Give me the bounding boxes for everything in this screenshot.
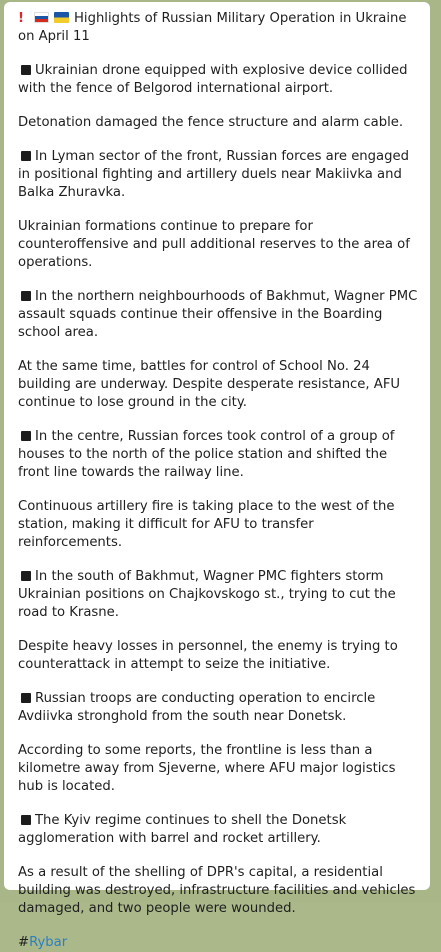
black-square-bullet-icon xyxy=(21,815,31,825)
russia-flag-icon xyxy=(34,12,49,23)
message-title xyxy=(18,10,420,46)
paragraph-text: In Lyman sector of the front, Russian forces are engaged in positional fighting and artillery duels near Makiivka and Balka Zhuravka. xyxy=(18,149,409,200)
message-paragraph xyxy=(18,498,420,552)
paragraph-text: At the same time, battles for control of School No. 24 building are underway. Despite desperate resistance, AFU continue to lose ground in the city. xyxy=(18,359,401,410)
message-paragraph xyxy=(18,690,420,726)
message-paragraph xyxy=(18,742,420,796)
message-paragraph xyxy=(18,218,420,272)
ukraine-flag-icon xyxy=(54,12,69,23)
message-paragraph xyxy=(18,148,420,202)
hashtag-text: Rybar xyxy=(29,935,68,950)
paragraph-text: Despite heavy losses in personnel, the enemy is trying to counterattack in attempt to seize the initiative. xyxy=(18,639,398,672)
black-square-bullet-icon xyxy=(21,571,31,581)
paragraph-text: According to some reports, the frontline is less than a kilometre away from Sjeverne, where AFU major logistics hub is located. xyxy=(18,743,396,794)
hashtag xyxy=(18,934,420,952)
message-bubble xyxy=(4,2,430,950)
paragraph-text: As a result of the shelling of DPR's capital, a residential building was destroyed, infrastructure facilities and vehicles damaged, and two people were wounded. xyxy=(18,865,416,916)
exclamation-icon: ! xyxy=(18,11,25,26)
black-square-bullet-icon xyxy=(21,693,31,703)
paragraph-text: In the centre, Russian forces took control of a group of houses to the north of the police station and shifted the front line towards the railway line. xyxy=(18,429,395,480)
message-paragraph xyxy=(18,358,420,412)
paragraph-text: In the south of Bakhmut, Wagner PMC fighters storm Ukrainian positions on Chajkovskogo st., trying to cut the road to Krasne. xyxy=(18,569,396,620)
title-text: Highlights of Russian Military Operation in Ukraine on April 11 xyxy=(18,11,407,44)
message-paragraph xyxy=(18,288,420,342)
message-paragraph xyxy=(18,428,420,482)
black-square-bullet-icon xyxy=(21,291,31,301)
message-body xyxy=(18,62,420,918)
paragraph-text: Continuous artillery fire is taking place to the west of the station, making it difficult for AFU to transfer reinforcements. xyxy=(18,499,395,550)
black-square-bullet-icon xyxy=(21,151,31,161)
message-paragraph xyxy=(18,812,420,848)
black-square-bullet-icon xyxy=(21,65,31,75)
black-square-bullet-icon xyxy=(21,431,31,441)
message-paragraph xyxy=(18,638,420,674)
paragraph-text: In the northern neighbourhoods of Bakhmut, Wagner PMC assault squads continue their offensive in the Boarding school area. xyxy=(18,289,418,340)
paragraph-text: Russian troops are conducting operation to encircle Avdiivka stronghold from the south near Donetsk. xyxy=(18,691,376,724)
paragraph-text: Ukrainian drone equipped with explosive device collided with the fence of Belgorod international airport. xyxy=(18,63,408,96)
hashtag-symbol: # xyxy=(18,935,30,950)
message-paragraph xyxy=(18,114,420,132)
message-paragraph xyxy=(18,568,420,622)
message-paragraph xyxy=(18,864,420,918)
paragraph-text: Detonation damaged the fence structure and alarm cable. xyxy=(18,115,404,130)
message-paragraph xyxy=(18,62,420,98)
paragraph-text: The Kyiv regime continues to shell the Donetsk agglomeration with barrel and rocket artillery. xyxy=(18,813,347,846)
paragraph-text: Ukrainian formations continue to prepare for counteroffensive and pull additional reserves to the area of operations. xyxy=(18,219,410,270)
hashtag-link[interactable] xyxy=(18,935,67,950)
